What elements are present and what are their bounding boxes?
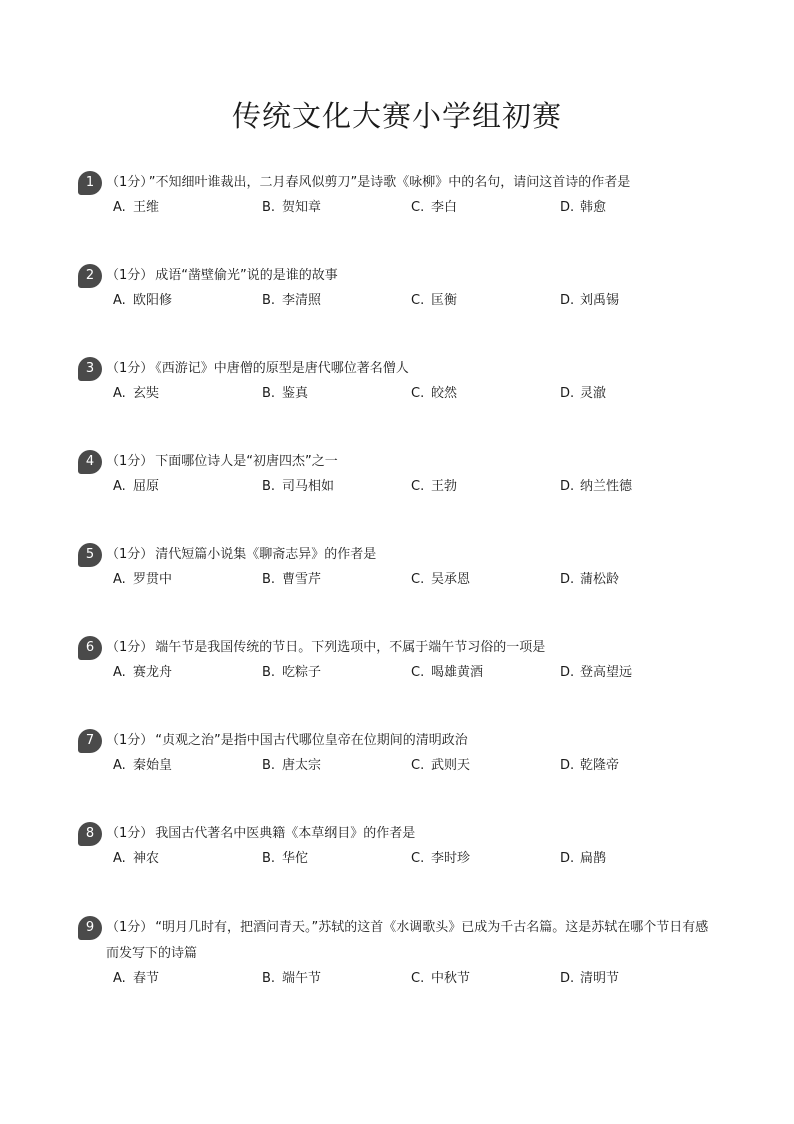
option-a[interactable] (113, 196, 262, 220)
option-a[interactable] (113, 382, 262, 406)
question-text: 端午节是我国传统的节日。下列选项中，不属于端午节习俗的一项是 (155, 640, 546, 655)
question-stem (78, 915, 718, 967)
question-text: 下面哪位诗人是“初唐四杰”之一 (155, 454, 338, 469)
option-a[interactable] (113, 847, 262, 871)
option-text: 刘禹锡 (580, 293, 620, 308)
question-score: （1分） (106, 547, 154, 562)
question-number-badge: 2 (78, 264, 102, 288)
option-c[interactable] (411, 661, 560, 685)
question-5 (78, 542, 718, 592)
option-b[interactable] (262, 661, 411, 685)
option-text: 吃粽子 (282, 665, 322, 680)
option-text: 赛龙舟 (133, 665, 173, 680)
question-8 (78, 821, 718, 871)
option-list (113, 382, 718, 406)
option-d[interactable] (560, 475, 709, 499)
option-text: 纳兰性德 (580, 479, 633, 494)
option-letter: C. (411, 479, 425, 494)
option-letter: B. (262, 200, 276, 215)
option-list (113, 289, 718, 313)
question-number-badge: 5 (78, 543, 102, 567)
option-text: 司马相如 (282, 479, 335, 494)
option-text: 罗贯中 (133, 572, 173, 587)
option-letter: D. (560, 386, 575, 401)
option-letter: A. (113, 665, 126, 680)
option-list (113, 568, 718, 592)
option-d[interactable] (560, 568, 709, 592)
question-number-badge: 8 (78, 822, 102, 846)
option-c[interactable] (411, 475, 560, 499)
option-letter: A. (113, 758, 126, 773)
option-b[interactable] (262, 568, 411, 592)
option-a[interactable] (113, 568, 262, 592)
option-letter: C. (411, 572, 425, 587)
option-a[interactable] (113, 967, 262, 991)
option-text: 唐太宗 (282, 758, 322, 773)
option-letter: A. (113, 971, 126, 986)
option-letter: C. (411, 200, 425, 215)
option-text: 李时珍 (431, 851, 471, 866)
option-d[interactable] (560, 967, 709, 991)
option-a[interactable] (113, 289, 262, 313)
option-text: 武则天 (431, 758, 471, 773)
question-text: 《西游记》中唐僧的原型是唐代哪位著名僧人 (155, 361, 409, 376)
option-letter: D. (560, 293, 575, 308)
option-text: 鉴真 (282, 386, 309, 401)
question-score: （1分） (106, 454, 154, 469)
option-list (113, 754, 718, 778)
option-b[interactable] (262, 967, 411, 991)
question-number-badge: 6 (78, 636, 102, 660)
option-list (113, 967, 718, 991)
question-text: “明月几时有，把酒问青天。”苏轼的这首《水调歌头》已成为千古名篇。这是苏轼在哪个节日有感而发写下的诗篇 (106, 920, 709, 961)
option-letter: B. (262, 665, 276, 680)
option-text: 秦始皇 (133, 758, 173, 773)
question-stem (78, 728, 718, 754)
option-letter: A. (113, 293, 126, 308)
option-letter: A. (113, 386, 126, 401)
option-letter: B. (262, 572, 276, 587)
question-stem (78, 821, 718, 847)
question-score: （1分） (106, 268, 154, 283)
option-list (113, 475, 718, 499)
option-text: 李白 (431, 200, 458, 215)
question-4 (78, 449, 718, 499)
option-c[interactable] (411, 196, 560, 220)
option-c[interactable] (411, 967, 560, 991)
option-d[interactable] (560, 847, 709, 871)
option-c[interactable] (411, 382, 560, 406)
option-text: 清明节 (580, 971, 620, 986)
option-list (113, 661, 718, 685)
option-letter: B. (262, 386, 276, 401)
question-number-badge: 7 (78, 729, 102, 753)
option-letter: B. (262, 293, 276, 308)
page-title: 传统文化大赛小学组初赛 (231, 99, 562, 133)
option-letter: B. (262, 971, 276, 986)
option-d[interactable] (560, 754, 709, 778)
option-text: 神农 (133, 851, 160, 866)
option-letter: D. (560, 665, 575, 680)
option-letter: D. (560, 851, 575, 866)
question-number-badge: 9 (78, 916, 102, 940)
question-text: 我国古代著名中医典籍《本草纲目》的作者是 (155, 826, 416, 841)
option-letter: D. (560, 758, 575, 773)
option-letter: A. (113, 572, 126, 587)
option-b[interactable] (262, 475, 411, 499)
option-d[interactable] (560, 661, 709, 685)
option-c[interactable] (411, 289, 560, 313)
option-text: 喝雄黄酒 (431, 665, 484, 680)
option-b[interactable] (262, 847, 411, 871)
question-3 (78, 356, 718, 406)
option-text: 端午节 (282, 971, 322, 986)
option-b[interactable] (262, 196, 411, 220)
question-1 (78, 170, 718, 220)
option-text: 吴承恩 (431, 572, 471, 587)
option-letter: B. (262, 479, 276, 494)
option-text: 韩愈 (580, 200, 607, 215)
question-9 (78, 915, 718, 991)
option-c[interactable] (411, 568, 560, 592)
option-letter: D. (560, 971, 575, 986)
option-text: 贺知章 (282, 200, 322, 215)
option-a[interactable] (113, 475, 262, 499)
question-stem (78, 170, 718, 196)
question-stem (78, 449, 718, 475)
option-letter: C. (411, 971, 425, 986)
option-letter: C. (411, 665, 425, 680)
question-number-badge: 3 (78, 357, 102, 381)
option-list (113, 847, 718, 871)
question-7 (78, 728, 718, 778)
option-text: 春节 (133, 971, 160, 986)
option-text: 屈原 (133, 479, 160, 494)
question-score: （1分） (106, 175, 147, 190)
option-a[interactable] (113, 754, 262, 778)
option-d[interactable] (560, 382, 709, 406)
question-text: 成语“凿壁偷光”说的是谁的故事 (155, 268, 338, 283)
option-text: 匡衡 (431, 293, 458, 308)
question-score: （1分） (106, 826, 154, 841)
question-stem (78, 635, 718, 661)
option-d[interactable] (560, 196, 709, 220)
option-text: 登高望远 (580, 665, 633, 680)
option-text: 皎然 (431, 386, 458, 401)
option-letter: A. (113, 200, 126, 215)
question-text: ”不知细叶谁裁出，二月春风似剪刀”是诗歌《咏柳》中的名句，请问这首诗的作者是 (148, 175, 631, 190)
question-number-badge: 1 (78, 171, 102, 195)
option-letter: D. (560, 572, 575, 587)
option-text: 李清照 (282, 293, 322, 308)
option-b[interactable] (262, 754, 411, 778)
option-letter: D. (560, 200, 575, 215)
option-text: 灵澈 (580, 386, 607, 401)
option-text: 扁鹊 (580, 851, 607, 866)
option-letter: C. (411, 758, 425, 773)
question-stem (78, 542, 718, 568)
question-text: “贞观之治”是指中国古代哪位皇帝在位期间的清明政治 (155, 733, 468, 748)
option-letter: B. (262, 851, 276, 866)
option-list (113, 196, 718, 220)
option-letter: D. (560, 479, 575, 494)
option-text: 乾隆帝 (580, 758, 620, 773)
option-b[interactable] (262, 382, 411, 406)
option-letter: C. (411, 293, 425, 308)
option-letter: A. (113, 851, 126, 866)
option-text: 华佗 (282, 851, 309, 866)
option-b[interactable] (262, 289, 411, 313)
option-letter: C. (411, 386, 425, 401)
question-stem (78, 356, 718, 382)
option-text: 蒲松龄 (580, 572, 620, 587)
question-score: （1分） (106, 733, 154, 748)
option-letter: B. (262, 758, 276, 773)
option-text: 曹雪芹 (282, 572, 322, 587)
question-stem (78, 263, 718, 289)
question-score: （1分） (106, 361, 154, 376)
option-letter: C. (411, 851, 425, 866)
option-d[interactable] (560, 289, 709, 313)
option-text: 玄奘 (133, 386, 160, 401)
question-number-badge: 4 (78, 450, 102, 474)
option-text: 欧阳修 (133, 293, 173, 308)
option-text: 中秋节 (431, 971, 471, 986)
option-c[interactable] (411, 754, 560, 778)
option-letter: A. (113, 479, 126, 494)
question-6 (78, 635, 718, 685)
question-score: （1分） (106, 920, 154, 935)
question-score: （1分） (106, 640, 154, 655)
option-text: 王勃 (431, 479, 458, 494)
question-text: 清代短篇小说集《聊斋志异》的作者是 (155, 547, 377, 562)
option-a[interactable] (113, 661, 262, 685)
option-text: 王维 (133, 200, 160, 215)
question-2 (78, 263, 718, 313)
option-c[interactable] (411, 847, 560, 871)
